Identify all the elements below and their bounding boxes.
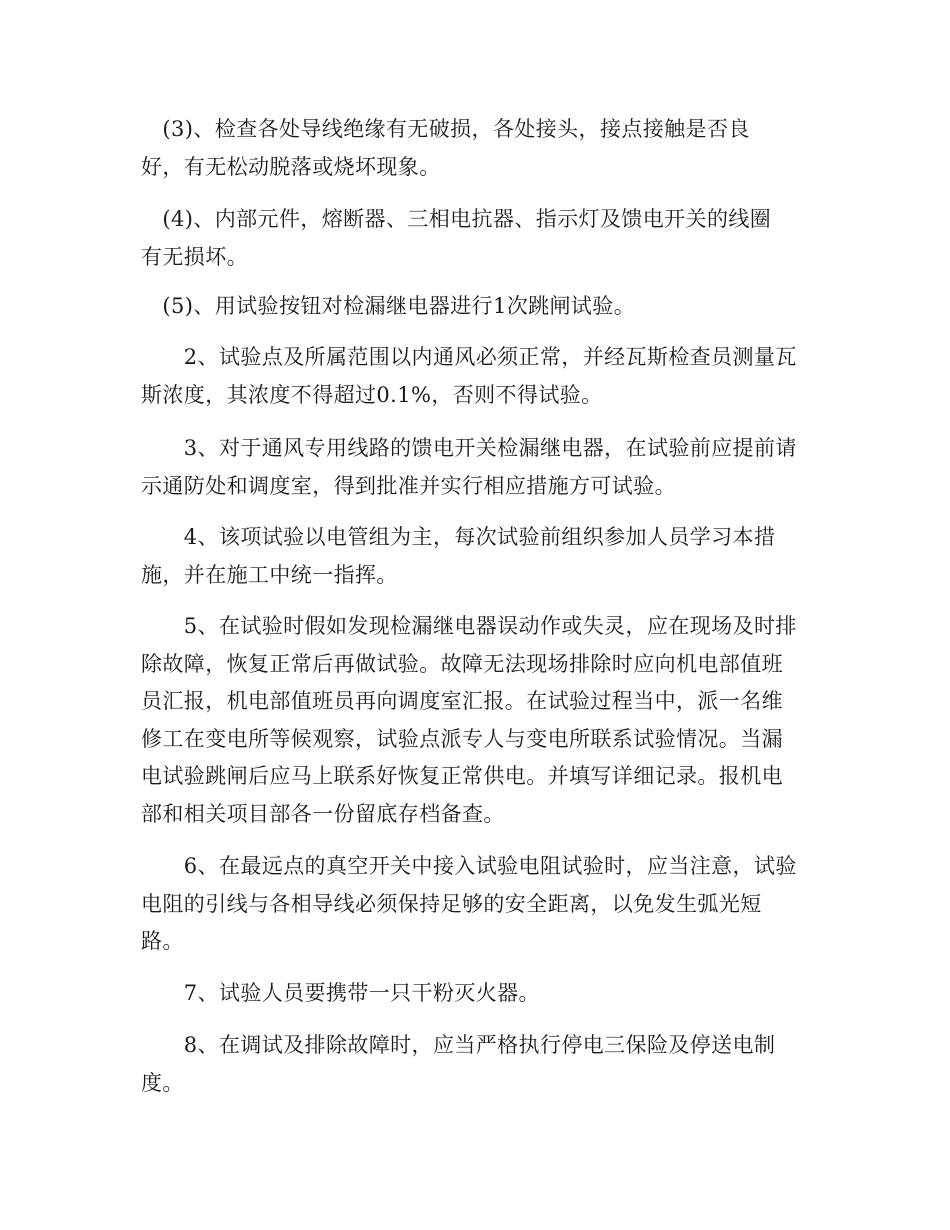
text-line: (5)、用试验按钮对检漏继电器进行1次跳闸试验。 bbox=[141, 294, 636, 318]
text-line: 斯浓度，其浓度不得超过0.1%，否则不得试验。 bbox=[141, 382, 603, 407]
text-line: 8、在调试及排除故障时，应当严格执行停电三保险及停送电制 bbox=[141, 1033, 776, 1057]
text-line: 电试验跳闸后应马上联系好恢复正常供电。并填写详细记录。报机电 bbox=[141, 764, 783, 788]
text-line: 3、对于通风专用线路的馈电开关检漏继电器，在试验前应提前请 bbox=[141, 436, 797, 460]
paragraph-5 bbox=[141, 608, 806, 833]
text-line: 有无损坏。 bbox=[141, 244, 248, 269]
text-line: 示通防处和调度室，得到批准并实行相应措施方可试验。 bbox=[141, 473, 676, 498]
text-line: 7、试验人员要携带一只干粉灭火器。 bbox=[141, 981, 540, 1005]
paragraph-item-3 bbox=[141, 111, 806, 186]
text-line: 4、该项试验以电管组为主，每次试验前组织参加人员学习本措 bbox=[141, 525, 776, 549]
text-line: (4)、内部元件，熔断器、三相电抗器、指示灯及馈电开关的线圈 bbox=[141, 207, 772, 231]
paragraph-8 bbox=[141, 1027, 806, 1102]
text-line: 2、试验点及所属范围以内通风必须正常，并经瓦斯检查员测量瓦 bbox=[141, 345, 797, 369]
text-line: 好，有无松动脱落或烧坏现象。 bbox=[141, 154, 441, 179]
text-line: 除故障，恢复正常后再做试验。故障无法现场排除时应向机电部值班 bbox=[141, 651, 783, 676]
text-line: 路。 bbox=[141, 929, 184, 953]
text-line: 施，并在施工中统一指挥。 bbox=[141, 562, 398, 587]
text-line: 修工在变电所等候观察，试验点派专人与变电所联系试验情况。当漏 bbox=[141, 726, 783, 751]
paragraph-6 bbox=[141, 848, 806, 961]
paragraph-2 bbox=[141, 339, 806, 414]
paragraph-item-5 bbox=[141, 288, 806, 326]
text-line: (3)、检查各处导线绝缘有无破损，各处接头，接点接触是否良 bbox=[141, 117, 750, 141]
paragraph-3 bbox=[141, 430, 806, 505]
text-line: 6、在最远点的真空开关中接入试验电阻试验时，应当注意，试验 bbox=[141, 854, 797, 878]
paragraph-4 bbox=[141, 519, 806, 594]
text-line: 度。 bbox=[141, 1070, 184, 1095]
paragraph-7 bbox=[141, 975, 806, 1013]
text-line: 部和相关项目部各一份留底存档备查。 bbox=[141, 801, 505, 826]
text-line: 员汇报，机电部值班员再向调度室汇报。在试验过程当中，派一名维 bbox=[141, 689, 783, 713]
text-line: 电阻的引线与各相导线必须保持足够的安全距离，以免发生弧光短 bbox=[141, 891, 762, 916]
paragraph-item-4 bbox=[141, 201, 806, 276]
text-line: 5、在试验时假如发现检漏继电器误动作或失灵，应在现场及时排 bbox=[141, 614, 797, 638]
